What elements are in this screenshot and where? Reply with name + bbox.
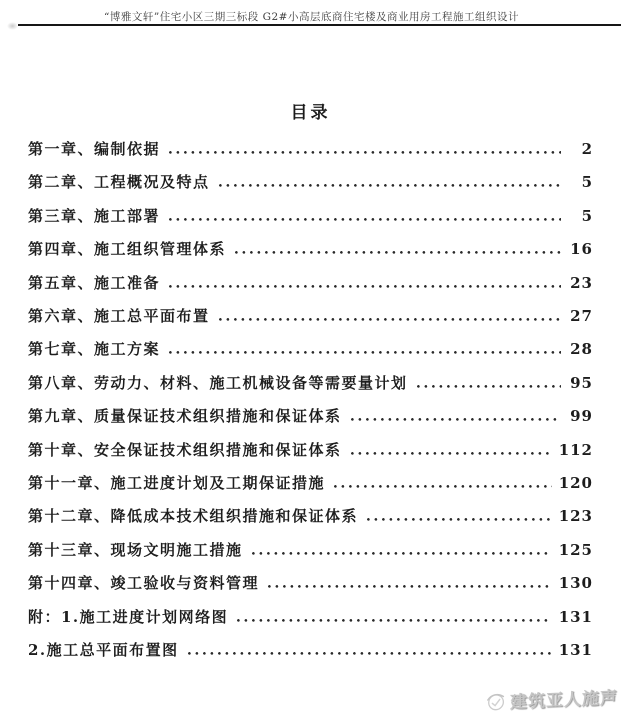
- toc-entry-label: 2.施工总平面布置图: [28, 641, 179, 660]
- dot-leader: [169, 285, 561, 288]
- toc-entry: [28, 601, 593, 634]
- toc-entry-label: 第十一章、施工进度计划及工期保证措施: [28, 474, 326, 493]
- toc-entry-page: 5: [581, 206, 593, 225]
- toc-entry: [28, 300, 593, 333]
- toc-entry: [28, 634, 593, 667]
- toc-entry-page: 99: [570, 407, 593, 426]
- table-of-contents: [28, 98, 593, 668]
- toc-entry-label: 第八章、劳动力、材料、施工机械设备等需要量计划: [28, 373, 408, 392]
- toc-entry: [28, 534, 593, 567]
- dot-leader: [351, 452, 552, 455]
- toc-entry: [28, 133, 593, 166]
- dot-leader: [235, 251, 561, 254]
- toc-entry-label: 第六章、施工总平面布置: [28, 307, 210, 326]
- toc-entry-label: 第十四章、竣工验收与资料管理: [28, 574, 260, 593]
- toc-entry-page: 28: [570, 340, 593, 359]
- toc-entry: [28, 367, 593, 400]
- toc-entry-page: 23: [570, 273, 593, 292]
- dot-leader: [188, 652, 552, 655]
- toc-entry: [28, 233, 593, 266]
- toc-entry-label: 附：1.施工进度计划网络图: [28, 607, 229, 626]
- toc-list: [28, 133, 593, 668]
- toc-title: 目录: [290, 103, 331, 123]
- dot-leader: [169, 218, 561, 221]
- watermark-logo-icon: [485, 689, 507, 712]
- toc-entry: [28, 434, 593, 467]
- toc-entry-page: 125: [558, 540, 593, 559]
- dot-leader: [219, 318, 561, 321]
- toc-entry-page: 131: [558, 607, 593, 626]
- scan-artifact: [7, 22, 18, 30]
- toc-entry-label: 第五章、施工准备: [28, 273, 161, 292]
- dot-leader: [219, 184, 561, 187]
- toc-entry: [28, 166, 593, 199]
- watermark: [485, 683, 618, 714]
- toc-entry-label: 第十三章、现场文明施工措施: [28, 540, 243, 559]
- toc-entry: [28, 333, 593, 366]
- toc-entry-page: 16: [570, 240, 593, 259]
- header-rule: [18, 24, 621, 26]
- toc-entry-label: 第十二章、降低成本技术组织措施和保证体系: [28, 507, 359, 526]
- toc-entry-label: 第一章、编制依据: [28, 140, 161, 158]
- dot-leader: [169, 351, 561, 354]
- toc-entry: [28, 267, 593, 300]
- toc-entry: [28, 467, 593, 500]
- dot-leader: [417, 385, 561, 388]
- toc-entry-label: 第九章、质量保证技术组织措施和保证体系: [28, 407, 342, 426]
- toc-entry-page: 120: [558, 474, 593, 493]
- dot-leader: [268, 585, 552, 588]
- toc-entry-page: 112: [558, 440, 593, 459]
- toc-entry-page: 123: [558, 507, 593, 526]
- dot-leader: [169, 151, 561, 154]
- toc-entry: [28, 567, 593, 600]
- toc-entry: [28, 500, 593, 533]
- toc-entry-page: 5: [581, 173, 593, 192]
- dot-leader: [237, 619, 552, 622]
- toc-entry-page: 130: [558, 574, 593, 593]
- dot-leader: [334, 485, 552, 488]
- dot-leader: [351, 418, 561, 421]
- toc-entry: [28, 400, 593, 433]
- toc-entry-label: 第三章、施工部署: [28, 206, 161, 225]
- dot-leader: [367, 518, 552, 521]
- toc-entry-page: 131: [558, 641, 593, 660]
- toc-entry-page: 27: [570, 307, 593, 326]
- dot-leader: [252, 552, 552, 555]
- watermark-text: 建筑亚人施声: [509, 688, 619, 713]
- running-header-title: “博雅文轩”住宅小区三期三标段 G2#小高层底商住宅楼及商业用房工程施工组织设计: [104, 11, 519, 23]
- toc-entry-label: 第十章、安全保证技术组织措施和保证体系: [28, 440, 342, 459]
- toc-entry-label: 第四章、施工组织管理体系: [28, 240, 227, 259]
- toc-entry-label: 第二章、工程概况及特点: [28, 173, 210, 192]
- toc-entry-page: 2: [581, 140, 593, 158]
- toc-entry: [28, 200, 593, 233]
- toc-entry-label: 第七章、施工方案: [28, 340, 161, 359]
- toc-entry-page: 95: [570, 373, 593, 392]
